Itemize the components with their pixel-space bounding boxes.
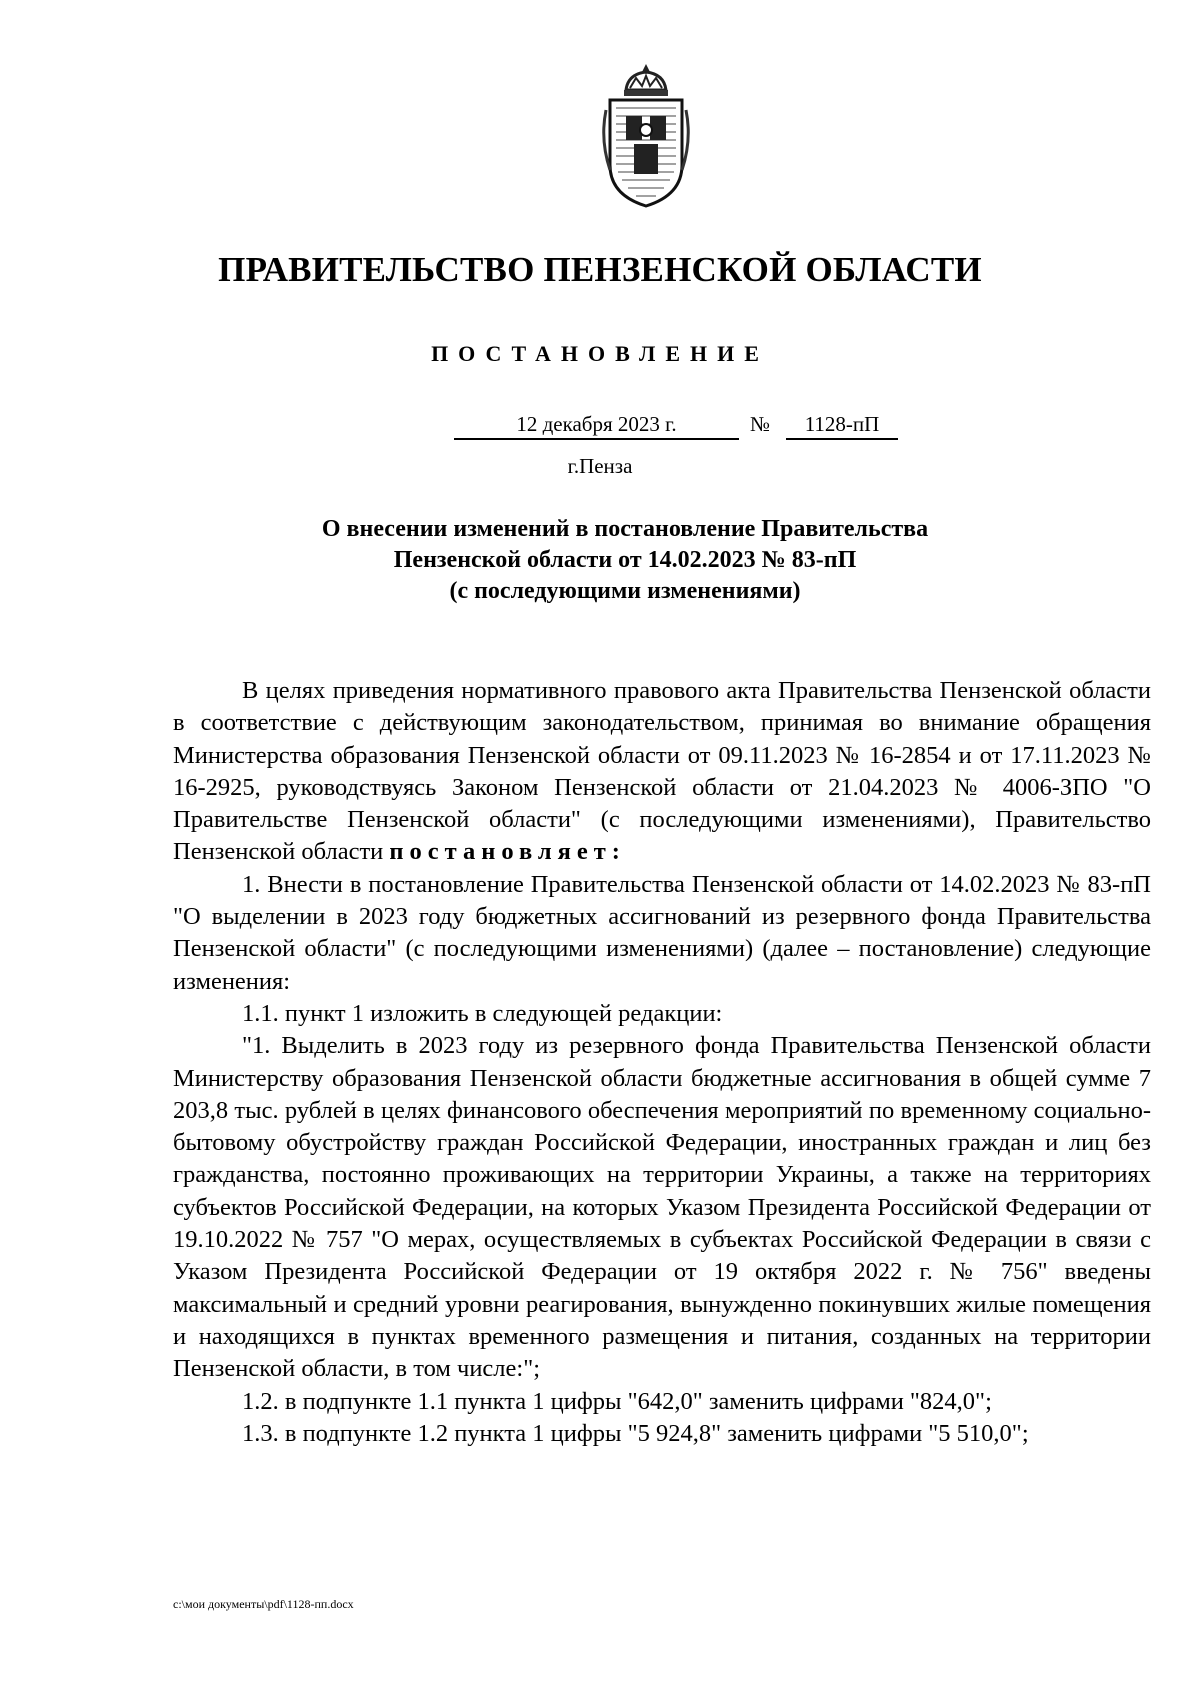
coat-of-arms-emblem [596, 60, 696, 210]
decree-word: постановляет: [389, 838, 626, 866]
document-type: ПОСТАНОВЛЕНИЕ [431, 341, 769, 366]
document-number: 1128-пП [786, 411, 898, 440]
item-1-paragraph: 1. Внести в постановление Правительства Пензенской области от 14.02.2023 № 83-пП "О выделении в 2023 году бюджетных ассигнований из резервного фонда Правительства Пензенской области" (с последующими изменениями) (далее – постановление) следующие изменения: [173, 870, 1151, 995]
document-body [173, 675, 1151, 1450]
quoted-item-paragraph: "1. Выделить в 2023 году из резервного фонда Правительства Пензенской области Министерству образования Пензенской области бюджетные ассигнования в общей сумме 7 203,8 тыс. рублей в целях финансового обеспечения мероприятий по временному социально-бытовому обустройству граждан Российской Федерации, иностранных граждан и лиц без гражданства, постоянно проживающих на территории Украины, а также на территориях субъектов Российской Федерации, на которых Указом Президента Российской Федерации от 19.10.2022 № 757 "О мерах, осуществляемых в субъектах Российской Федерации в связи с Указом Президента Российской Федерации от 19 октября 2022 г. № 756" введены максимальный и средний уровни реагирования, вынужденно покинувших жилые помещения и находящихся в пунктах временного размещения и питания, созданных на территории Пензенской области, в том числе:"; [173, 1032, 1151, 1383]
subject-line-3: (с последующими изменениями) [449, 578, 801, 604]
preamble-text: В целях приведения нормативного правового акта Правительства Пензенской области в соответствие с действующим законодательством, принимая во внимание обращения Министерства образования Пензенской области от 09.11.2023 № 16-2854 и от 17.11.2023 № 16-2925, руководствуясь Законом Пензенской области от 21.04.2023 № 4006-ЗПО "О Правительстве Пензенской области" (с последующими изменениями), Правительство Пензенской области [173, 677, 1151, 866]
document-date: 12 декабря 2023 г. [454, 411, 739, 440]
organization-title: ПРАВИТЕЛЬСТВО ПЕНЗЕНСКОЙ ОБЛАСТИ [218, 250, 982, 289]
subject-line-1: О внесении изменений в постановление Правительства [321, 516, 929, 542]
subject-line-2: Пензенской области от 14.02.2023 № 83-пП [393, 547, 857, 573]
document-city: г.Пенза [567, 454, 633, 478]
item-1-2-paragraph: 1.2. в подпункте 1.1 пункта 1 цифры "642,0" заменить цифрами "824,0"; [242, 1387, 992, 1415]
item-1-3-paragraph: 1.3. в подпункте 1.2 пункта 1 цифры "5 924,8" заменить цифрами "5 510,0"; [242, 1419, 1029, 1447]
preamble-paragraph [173, 675, 1151, 869]
number-sign: № [750, 412, 771, 436]
document-subject [250, 514, 1000, 607]
footer-file-path: c:\мои документы\pdf\1128-пп.docx [173, 1597, 354, 1611]
item-1-1-paragraph: 1.1. пункт 1 изложить в следующей редакции: [242, 999, 723, 1027]
